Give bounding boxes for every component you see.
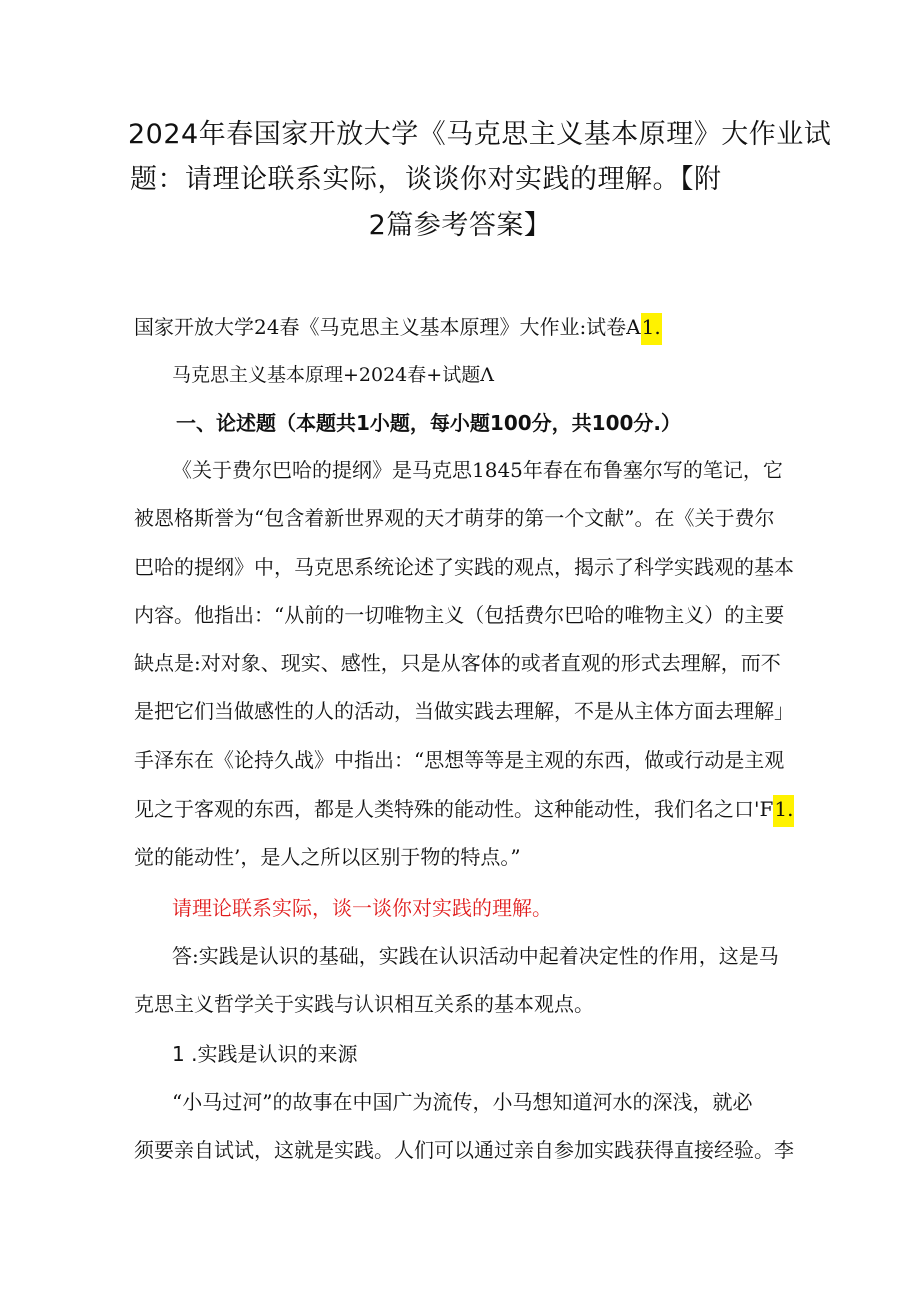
passage-line: 被恩格斯誉为“包含着新世界观的天才萌芽的第一个文献”。在《关于费尔 (134, 506, 775, 530)
question-prompt: 请理论联系实际，谈一谈你对实践的理解。 (172, 896, 552, 920)
passage-line: 缺点是:对对象、现实、感性，只是从客体的或者直观的形式去理解，而不 (134, 651, 781, 675)
document-subtitle (134, 312, 662, 342)
passage-line (134, 794, 794, 824)
passage-line-text: 见之于客观的东西，都是人类特殊的能动性。这种能动性，我们名之口'F (134, 797, 774, 821)
document-title-line-2: 题：请理论联系实际，谈谈你对实践的理解。【附 (130, 164, 722, 195)
point-heading: 1 .实践是认识的来源 (172, 1042, 358, 1066)
exam-label: 马克思主义基本原理+2024春+试题Λ (172, 364, 494, 386)
document-title-line-3: 2篇参考答案】 (368, 210, 552, 241)
document-title-line-1: 2024年春国家开放大学《马克思主义基本原理》大作业试 (128, 119, 832, 150)
section-heading: 一、论述题（本题共1小题，每小题100分，共100分.） (176, 411, 682, 435)
passage-line: 觉的能动性’，是人之所以区别于物的特点。” (134, 845, 521, 869)
passage-line: 巴哈的提纲》中，马克思系统论述了实践的观点，揭示了科学实践观的基本 (134, 555, 794, 579)
passage-line: 手泽东在《论持久战》中指出：“思想等等是主观的东西，做或行动是主观 (134, 748, 785, 772)
passage-line: 《关于费尔巴哈的提纲》是马克思1845年春在布鲁塞尔写的笔记，它 (172, 458, 783, 482)
highlighted-text: 1. (641, 313, 662, 345)
highlighted-text: 1. (773, 795, 794, 827)
body-line: 须要亲自试试，这就是实践。人们可以通过亲自参加实践获得直接经验。李 (134, 1138, 794, 1162)
passage-line: 是把它们当做感性的人的活动，当做实践去理解，不是从主体方面去理解」 (134, 699, 794, 723)
passage-line: 内容。他指出：“从前的一切唯物主义（包括费尔巴哈的唯物主义）的主要 (134, 603, 785, 627)
body-line: “小马过河”的故事在中国广为流传，小马想知道河水的深浅，就必 (172, 1090, 753, 1114)
answer-line: 克思主义哲学关于实践与认识相互关系的基本观点。 (134, 992, 594, 1016)
subtitle-text: 国家开放大学24春《马克思主义基本原理》大作业:试卷A (134, 315, 641, 339)
answer-line: 答:实践是认识的基础，实践在认识活动中起着决定性的作用，这是马 (172, 944, 779, 968)
